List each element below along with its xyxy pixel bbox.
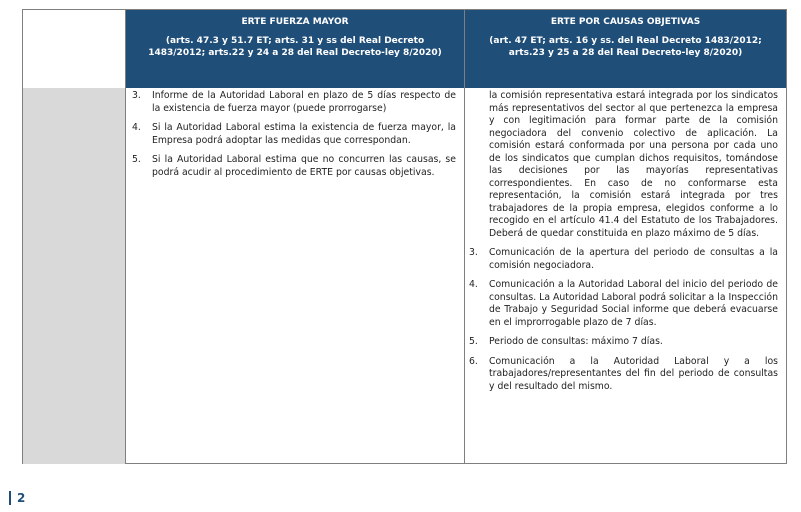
header-fuerza-mayor <box>126 10 465 88</box>
header-subtitle: (art. 47 ET; arts. 16 y ss. del Real Decreto 1483/2012; arts.23 y 25 a 28 del Real Decreto-ley 8/2020) <box>489 36 762 58</box>
list-item <box>469 356 778 394</box>
causas-objetivas-column <box>465 88 786 464</box>
header-causas-objetivas <box>465 10 786 88</box>
header-subtitle: (arts. 47.3 y 51.7 ET; arts. 31 y ss del Real Decreto 1483/2012; arts.22 y 24 a 28 del Real Decreto-ley 8/2020) <box>148 36 442 58</box>
item-number: 5. <box>132 154 141 165</box>
list-item <box>469 247 778 272</box>
item-number: 6. <box>469 355 478 367</box>
item-number: 5. <box>469 336 478 347</box>
item-text: Si la Autoridad Laboral estima que no concurren las causas, se podrá acudir al procedimiento de ERTE por causas objetivas. <box>152 154 456 178</box>
list-item <box>132 122 456 147</box>
item-text: Si la Autoridad Laboral estima la existencia de fuerza mayor, la Empresa podrá adoptar las medidas que correspondan. <box>152 122 456 146</box>
item-number: 3. <box>132 90 141 101</box>
item-text: Comunicación de la apertura del periodo de consultas a la comisión negociadora. <box>489 247 778 271</box>
header-title: ERTE FUERZA MAYOR <box>241 17 349 27</box>
list-item <box>132 90 456 115</box>
header-blank-cell <box>23 10 126 88</box>
list-item <box>469 279 778 329</box>
item-number: 3. <box>469 247 478 258</box>
list-item <box>132 154 456 179</box>
header-title: ERTE POR CAUSAS OBJETIVAS <box>550 17 701 27</box>
page-number: 2 <box>9 491 25 505</box>
item-number: 4. <box>132 122 141 133</box>
item-text: Informe de la Autoridad Laboral en plazo de 5 días respecto de la existencia de fuerza mayor (puede prorrogarse) <box>152 90 456 114</box>
item-text: Comunicación a la Autoridad Laboral y a los trabajadores/representantes del fin del periodo de consultas y del resultado del mismo. <box>489 355 778 392</box>
item-number: 4. <box>469 279 478 290</box>
procedure-table <box>22 9 787 464</box>
gray-side-column <box>23 88 126 464</box>
continued-paragraph: la comisión representativa estará integrada por los sindicatos más representativos del sector al que pertenezca la empresa y con legitimación para formar parte de la comisión negociadora del convenio colectivo de aplicación. La comisión estará conformada por una persona por cada uno de los sindicatos que cumplan dichos requisitos, tomándose las decisiones por las mayorías representativas correspondientes. En caso de no conformarse esta representación, la comisión estará integrada por tres trabajadores de la propia empresa, elegidos conforme a lo recogido en el artículo 41.4 del Estatuto de los Trabajadores. Deberá de quedar constituida en plazo máximo de 5 días. <box>489 90 778 239</box>
item-text: Comunicación a la Autoridad Laboral del inicio del periodo de consultas. La Autoridad Laboral podrá solicitar a la Inspección de Trabajo y Seguridad Social informe que deberá evacuarse en el improrrogable plazo de 7 días. <box>489 279 778 328</box>
fuerza-mayor-column <box>126 88 465 464</box>
list-item <box>469 336 778 349</box>
item-text: Periodo de consultas: máximo 7 días. <box>489 336 663 347</box>
